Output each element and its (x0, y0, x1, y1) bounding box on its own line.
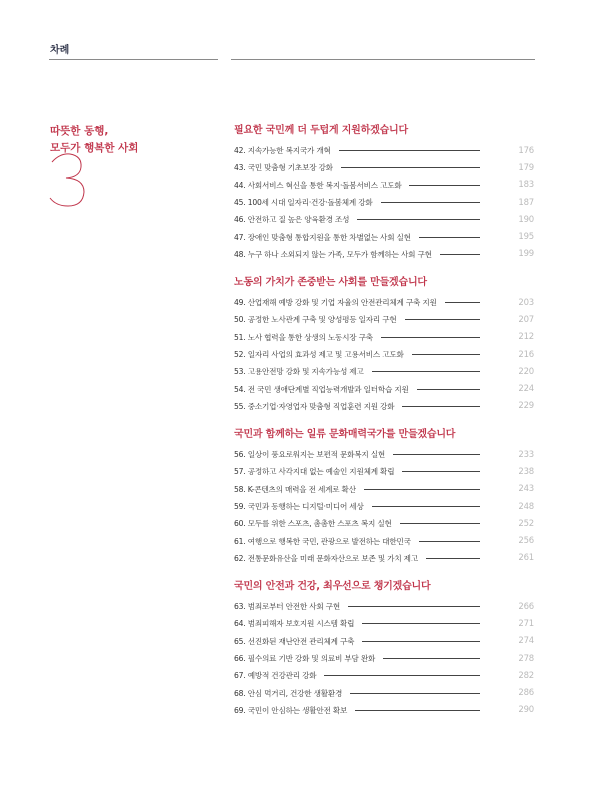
toc-entry[interactable] (234, 532, 534, 549)
section-heading[interactable]: 국민과 함께하는 일류 문화매력국가를 만들겠습니다 (234, 429, 456, 440)
entry-label: 61. 여행으로 행복한 국민, 관광으로 발전하는 대한민국 (234, 536, 411, 546)
leader-line (381, 202, 480, 203)
entry-label: 66. 필수의료 기반 강화 및 의료비 부담 완화 (234, 654, 376, 664)
toc-header-title: 차례 (50, 45, 70, 56)
leader-line (362, 623, 480, 624)
entry-label: 47. 장애인 맞춤형 통합지원을 통한 차별없는 사회 실현 (234, 232, 411, 242)
leader-line (381, 337, 480, 338)
leader-line (405, 319, 480, 320)
toc-entry[interactable] (234, 159, 534, 176)
toc-entry[interactable] (234, 380, 534, 397)
leader-line (400, 523, 480, 524)
entry-page-number: 199 (518, 249, 534, 260)
entry-page-number: 248 (518, 501, 534, 512)
leader-line (419, 541, 480, 542)
leader-line (445, 302, 480, 303)
entry-label: 64. 범죄피해자 보호지원 시스템 확립 (234, 619, 355, 629)
entry-page-number: 271 (518, 618, 534, 629)
entry-label: 43. 국민 맞춤형 기초보장 강화 (234, 163, 333, 173)
toc-entry[interactable] (234, 311, 534, 328)
entry-label: 46. 안전하고 질 높은 양육환경 조성 (234, 215, 350, 225)
entry-label: 45. 100세 시대 일자리·건강·돌봄체계 강화 (234, 198, 373, 208)
entry-page-number: 290 (518, 705, 534, 716)
section-heading[interactable]: 국민의 안전과 건강, 최우선으로 챙기겠습니다 (234, 581, 431, 592)
toc-entry[interactable] (234, 246, 534, 263)
toc-entry[interactable] (234, 446, 534, 463)
entry-label: 52. 일자리 사업의 효과성 제고 및 고용서비스 고도화 (234, 350, 404, 360)
entry-page-number: 187 (518, 197, 534, 208)
entry-page-number: 256 (518, 536, 534, 547)
entry-page-number: 176 (518, 145, 534, 156)
entry-label: 49. 산업재해 예방 강화 및 기업 자율의 안전관리체계 구축 지원 (234, 298, 437, 308)
entry-label: 42. 지속가능한 복지국가 개혁 (234, 146, 331, 156)
toc-entry[interactable] (234, 702, 534, 719)
leader-line (357, 219, 480, 220)
entry-page-number: 224 (518, 384, 534, 395)
entry-label: 57. 공정하고 사각지대 없는 예술인 지원체계 확립 (234, 467, 395, 477)
entry-label: 68. 안심 먹거리, 건강한 생활환경 (234, 688, 343, 698)
leader-line (339, 150, 480, 151)
toc-entry[interactable] (234, 615, 534, 632)
header-divider-left (49, 59, 218, 60)
entry-label: 63. 범죄로부터 안전한 사회 구현 (234, 602, 340, 612)
entry-label: 67. 예방적 건강관리 강화 (234, 671, 317, 681)
toc-entry[interactable] (234, 463, 534, 480)
entry-label: 69. 국민이 안심하는 생활안전 확보 (234, 705, 348, 715)
section-heading[interactable]: 필요한 국민께 더 두텁게 지원하겠습니다 (234, 125, 408, 136)
entry-page-number: 207 (518, 314, 534, 325)
toc-entry[interactable] (234, 481, 534, 498)
leader-line (402, 406, 480, 407)
entry-label: 62. 전통문화유산을 미래 문화자산으로 보존 및 가치 제고 (234, 553, 418, 563)
leader-line (426, 558, 480, 559)
leader-line (372, 371, 480, 372)
toc-entry[interactable] (234, 667, 534, 684)
toc-entry[interactable] (234, 294, 534, 311)
entry-page-number: 220 (518, 366, 534, 377)
entry-label: 55. 중소기업·자영업자 맞춤형 직업훈련 지원 강화 (234, 401, 395, 411)
entry-label: 65. 선진화된 재난안전 관리체계 구축 (234, 636, 355, 646)
leader-line (412, 354, 480, 355)
leader-line (409, 185, 480, 186)
entry-page-number: 179 (518, 162, 534, 173)
entry-page-number: 286 (518, 688, 534, 699)
toc-entry[interactable] (234, 398, 534, 415)
entry-label: 44. 사회서비스 혁신을 통한 복지·돌봄서비스 고도화 (234, 180, 402, 190)
entry-page-number: 195 (518, 232, 534, 243)
toc-entry[interactable] (234, 515, 534, 532)
toc-entry[interactable] (234, 633, 534, 650)
table-of-contents (234, 124, 534, 732)
leader-line (348, 606, 480, 607)
entry-page-number: 233 (518, 449, 534, 460)
leader-line (419, 237, 480, 238)
entry-label: 58. K-콘텐츠의 매력을 전 세계로 확산 (234, 484, 356, 494)
entry-page-number: 274 (518, 636, 534, 647)
toc-entry[interactable] (234, 498, 534, 515)
leader-line (383, 658, 480, 659)
entry-page-number: 229 (518, 401, 534, 412)
toc-section (234, 124, 534, 276)
leader-line (341, 167, 480, 168)
leader-line (372, 506, 480, 507)
toc-entry[interactable] (234, 363, 534, 380)
toc-entry[interactable] (234, 194, 534, 211)
leader-line (324, 675, 480, 676)
leader-line (364, 489, 480, 490)
leader-line (402, 471, 480, 472)
part-title-line1: 따뜻한 동행, (50, 125, 109, 137)
entry-page-number: 266 (518, 601, 534, 612)
toc-entry[interactable] (234, 598, 534, 615)
entry-label: 60. 모두를 위한 스포츠, 촘촘한 스포츠 복지 실현 (234, 519, 392, 529)
toc-entry[interactable] (234, 142, 534, 159)
entry-page-number: 261 (518, 553, 534, 564)
entry-page-number: 212 (518, 332, 534, 343)
entry-page-number: 190 (518, 214, 534, 225)
entry-label: 48. 누구 하나 소외되지 않는 가족, 모두가 함께하는 사회 구현 (234, 249, 432, 259)
toc-entry[interactable] (234, 550, 534, 567)
header-divider-right (231, 59, 535, 60)
toc-section (234, 428, 534, 580)
leader-line (417, 389, 480, 390)
toc-section (234, 580, 534, 732)
leader-line (440, 254, 480, 255)
toc-entry[interactable] (234, 650, 534, 667)
toc-entry[interactable] (234, 177, 534, 194)
part-number (48, 150, 88, 210)
toc-entry[interactable] (234, 329, 534, 346)
part-title-line2: 모두가 행복한 사회 (50, 142, 139, 154)
entry-page-number: 282 (518, 670, 534, 681)
entry-page-number: 243 (518, 484, 534, 495)
toc-entry[interactable] (234, 684, 534, 701)
leader-line (350, 693, 480, 694)
entry-label: 51. 노사 협력을 통한 상생의 노동시장 구축 (234, 332, 373, 342)
entry-label: 53. 고용안전망 강화 및 지속가능성 제고 (234, 367, 364, 377)
entry-label: 54. 전 국민 생애단계별 직업능력개발과 일터학습 지원 (234, 384, 409, 394)
toc-entry[interactable] (234, 211, 534, 228)
entry-page-number: 183 (518, 180, 534, 191)
leader-line (355, 710, 480, 711)
entry-page-number: 238 (518, 466, 534, 477)
entry-page-number: 252 (518, 518, 534, 529)
toc-section (234, 276, 534, 428)
entry-label: 56. 일상이 풍요로워지는 보편적 문화복지 실현 (234, 450, 385, 460)
entry-label: 59. 국민과 동행하는 디지털·미디어 세상 (234, 502, 364, 512)
entry-page-number: 216 (518, 349, 534, 360)
entry-page-number: 203 (518, 297, 534, 308)
toc-entry[interactable] (234, 228, 534, 245)
section-heading[interactable]: 노동의 가치가 존중받는 사회를 만들겠습니다 (234, 277, 427, 288)
entry-label: 50. 공정한 노사관계 구축 및 양성평등 일자리 구현 (234, 315, 397, 325)
leader-line (393, 454, 480, 455)
entry-page-number: 278 (518, 653, 534, 664)
toc-entry[interactable] (234, 346, 534, 363)
leader-line (362, 641, 480, 642)
part-number-graphic (48, 150, 88, 210)
